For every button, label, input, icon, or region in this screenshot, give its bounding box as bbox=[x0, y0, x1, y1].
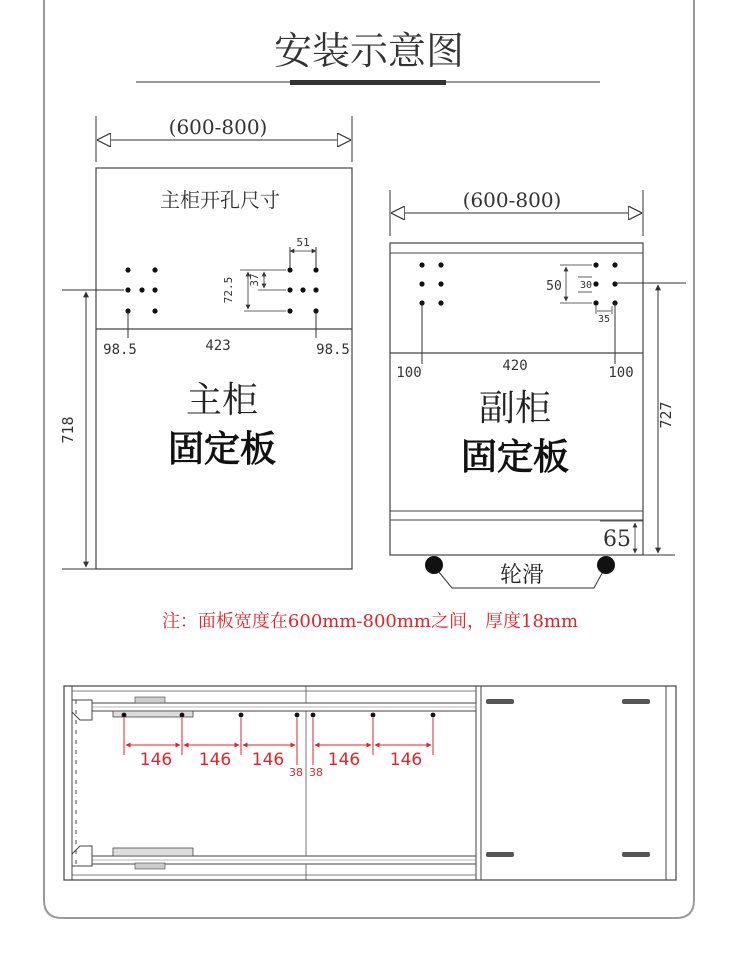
sub-dim-30: 30 bbox=[579, 280, 593, 291]
sub-height-label: 727 bbox=[657, 401, 675, 429]
rail-spacing-4: 146 bbox=[327, 750, 361, 770]
page-title: 安装示意图 bbox=[273, 29, 465, 73]
main-cabinet-drawing bbox=[59, 115, 352, 569]
rail-spacing-1: 146 bbox=[139, 750, 173, 770]
sub-width-label: (600-800) bbox=[462, 188, 562, 212]
main-hole-title: 主柜开孔尺寸 bbox=[160, 188, 280, 212]
dimension-note: 注：面板宽度在600mm-800mm之间，厚度18mm bbox=[161, 611, 579, 632]
sub-middle-width: 420 bbox=[502, 358, 528, 374]
right-wheel-icon bbox=[597, 556, 615, 574]
sub-dim-35: 35 bbox=[597, 314, 611, 325]
rail-spacing-5: 146 bbox=[389, 750, 423, 770]
rail-center-gap-left: 38 bbox=[289, 766, 303, 779]
sub-cabinet-label: 副柜 bbox=[478, 388, 552, 429]
main-height-label: 718 bbox=[59, 416, 77, 444]
rail-spacing-3: 146 bbox=[251, 750, 285, 770]
main-dim-72-5: 72.5 bbox=[222, 276, 235, 304]
wheel-label: 轮滑 bbox=[499, 563, 545, 588]
main-middle-width: 423 bbox=[205, 338, 231, 354]
main-width-label: (600-800) bbox=[168, 115, 268, 139]
sub-cabinet-drawing bbox=[390, 188, 686, 588]
main-dim-37: 37 bbox=[248, 273, 261, 287]
title-underline-accent bbox=[290, 80, 446, 85]
main-left-margin: 98.5 bbox=[103, 342, 137, 358]
rail-center-gap-right: 38 bbox=[309, 766, 323, 779]
rail-top-view bbox=[64, 686, 676, 880]
rail-spacing-2: 146 bbox=[198, 750, 232, 770]
main-cabinet-label: 主柜 bbox=[185, 380, 259, 421]
sub-dim-50: 50 bbox=[546, 279, 562, 294]
sub-left-margin: 100 bbox=[396, 365, 422, 381]
sub-fixed-board-label: 固定板 bbox=[460, 437, 570, 478]
left-wheel-icon bbox=[425, 556, 443, 574]
main-right-margin: 98.5 bbox=[316, 342, 350, 358]
sub-right-margin: 100 bbox=[608, 365, 634, 381]
main-dim-51: 51 bbox=[296, 236, 310, 249]
main-fixed-board-label: 固定板 bbox=[167, 429, 277, 470]
main-cabinet-outline bbox=[96, 168, 352, 569]
sub-bottom-height: 65 bbox=[603, 527, 631, 552]
